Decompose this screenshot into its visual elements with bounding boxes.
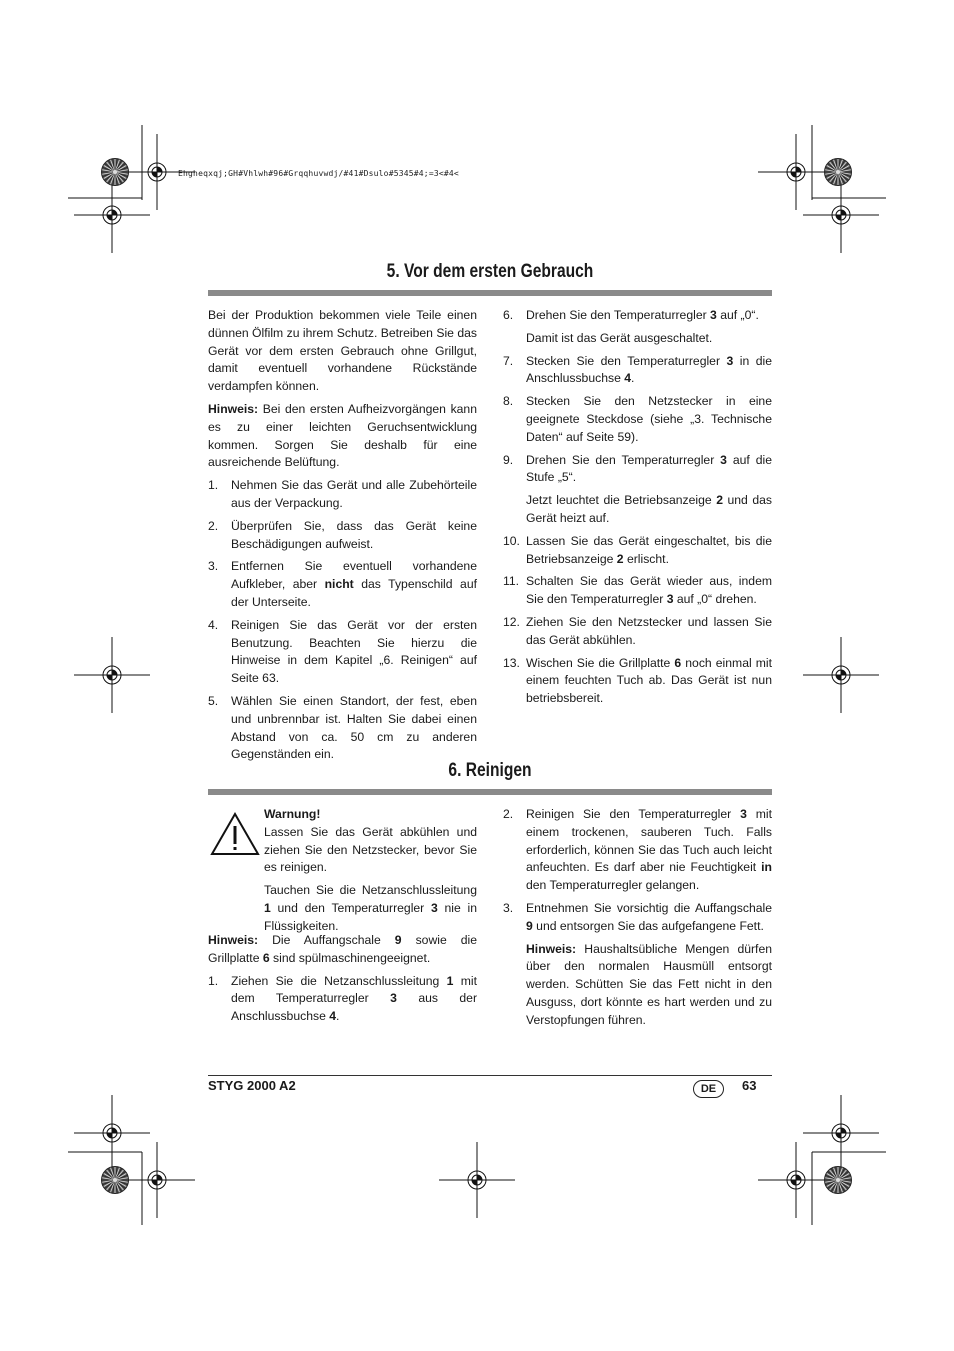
- item-number: 7.: [503, 353, 514, 368]
- item-text-bold: 3: [710, 308, 717, 322]
- text-part: Tauchen Sie die Netzanschlussleitung: [264, 883, 477, 898]
- text-part: und den Temperaturregler: [270, 900, 431, 915]
- item-text-part: erlischt.: [623, 551, 669, 566]
- item-number: 13.: [503, 655, 520, 670]
- hint-text: Bei den ersten Aufheizvorgängen kann es zu einer leichten Geruchsentwicklung kommen. Sorgen Sie deshalb für eine ausreichende Belüftung.: [208, 401, 477, 470]
- section-6-right-column: [503, 806, 772, 1035]
- text-bold: 6: [262, 950, 270, 965]
- registration-mark-icon: [74, 637, 150, 713]
- text-bold: 1: [446, 973, 454, 988]
- item-number: 6.: [503, 308, 514, 322]
- text-part: Ziehen Sie die Netzanschlussleitung: [231, 973, 447, 988]
- item-text: [231, 973, 477, 1026]
- print-slug: Ehgheqxqj;GH#Vhlwh#96#Grqqhuvwdj/#41#Dsulo#5345#4;=3<#4<: [178, 169, 459, 178]
- intro-paragraph: Bei der Produktion bekommen viele Teile einen dünnen Ölfilm zu ihrem Schutz. Betreiben Sie das Gerät vor dem ersten Gebrauch ohne Grillgut, damit eventuell vorhandene Rückstände verdampfen können.: [208, 308, 477, 394]
- text-part: mit dem Temperaturregler: [231, 973, 477, 1006]
- list-item: [208, 558, 477, 611]
- section-6-rule: [208, 789, 772, 795]
- registration-mark-icon: [439, 1142, 515, 1218]
- section-5-rule: [208, 290, 772, 296]
- item-text-part: in die Anschlussbuchse: [526, 353, 772, 386]
- item-text: [231, 558, 477, 611]
- item-text: [526, 900, 772, 936]
- item-number: 10.: [503, 533, 520, 548]
- item-text: [526, 307, 772, 325]
- item-text-part: Schalten Sie das Gerät wieder aus, indem Sie den Temperaturregler: [526, 574, 772, 607]
- text-part: aus der Anschlussbuchse: [231, 991, 477, 1024]
- item-text: [526, 452, 772, 488]
- text-part: mit einem trockenen, sauberen Tuch. Falls erforderlich, können Sie das Tuch auch leicht anfeuchten. Es darf aber nie Feuchtigkeit: [526, 807, 772, 875]
- registration-mark-icon: [101, 1166, 129, 1194]
- warning-box: [264, 806, 477, 941]
- item-text-part: Lassen Sie das Gerät eingeschaltet, bis die Betriebsanzeige: [526, 533, 772, 566]
- text-bold: 3: [430, 900, 438, 915]
- item-text-part: Entfernen Sie eventuell vorhandene Aufkleber, aber: [231, 559, 477, 592]
- item-text: Reinigen Sie das Gerät vor der ersten Benutzung. Beachten Sie hierzu die Hinweise in dem Kapitel „6. Reinigen“ auf Seite 63.: [231, 617, 477, 686]
- item-text-bold: 4: [624, 371, 632, 386]
- registration-mark-icon: [74, 177, 150, 253]
- item-text: Überprüfen Sie, dass das Gerät keine Beschädigungen aufweist.: [231, 518, 477, 551]
- item-text-bold: 2: [616, 551, 624, 566]
- list-item: [208, 693, 477, 764]
- item-number: 2.: [208, 518, 219, 533]
- item-number: 1.: [208, 478, 219, 493]
- list-item: [503, 533, 772, 569]
- item-continuation: Damit ist das Gerät ausgeschaltet.: [526, 330, 713, 345]
- item-text: [526, 806, 772, 895]
- warning-text: Lassen Sie das Gerät abkühlen und ziehen Sie den Netzstecker, bevor Sie es reinigen.: [264, 824, 477, 875]
- item-text-part: Wischen Sie die Grillplatte: [526, 655, 675, 670]
- item-text-part: Drehen Sie den Temperaturregler: [526, 308, 711, 322]
- item-text-bold: 2: [716, 493, 723, 508]
- text-bold: 3: [740, 807, 747, 821]
- item-text-part: .: [631, 371, 635, 386]
- list-item: [503, 452, 772, 488]
- item-number: 5.: [208, 693, 219, 708]
- language-badge: DE: [693, 1080, 724, 1098]
- text-part: Haushaltsübliche Mengen dürfen über den normalen Hausmüll entsorgt werden. Schütten Sie das Fett nicht in den Ausguss, dort könnte es hart werden und zu Verstopfungen führen.: [526, 941, 772, 1027]
- hint-label: Hinweis:: [208, 401, 259, 416]
- list-item: [503, 806, 772, 895]
- list-item: [503, 393, 772, 446]
- text-part: Die Auffangschale: [258, 933, 395, 947]
- item-text: [526, 655, 772, 708]
- registration-mark-icon: [824, 158, 852, 186]
- text-part: nie in Flüssigkeiten.: [264, 900, 477, 933]
- item-number: 2.: [503, 807, 514, 821]
- list-item: [503, 353, 772, 389]
- item-text-part: das Typenschild auf der Unterseite.: [231, 577, 477, 609]
- item-text: [526, 573, 772, 609]
- hint-label: Hinweis:: [208, 933, 259, 947]
- item-text: Ziehen Sie den Netzstecker und lassen Sie das Gerät abkühlen.: [526, 614, 772, 647]
- item-text: [526, 353, 772, 389]
- text-part: Reinigen Sie den Temperaturregler: [526, 807, 741, 821]
- item-number: 3.: [503, 900, 514, 915]
- hint-paragraph: [208, 401, 477, 472]
- registration-mark-icon: [803, 177, 879, 253]
- item-text-part: auf „0“.: [716, 308, 759, 322]
- item-number: 1.: [208, 973, 219, 988]
- warning-label: Warnung!: [264, 807, 321, 821]
- text-bold: 9: [394, 933, 402, 947]
- registration-mark-icon: [74, 1095, 150, 1171]
- text-part: und entsorgen Sie das aufgefangene Fett.: [532, 918, 764, 933]
- hint-paragraph: [208, 932, 477, 968]
- text-part: den Temperaturregler gelangen.: [526, 878, 700, 893]
- list-item: [208, 518, 477, 554]
- section-5-title: 5. Vor dem ersten Gebrauch: [386, 261, 594, 282]
- item-text-bold: nicht: [324, 577, 354, 592]
- warning-triangle-icon: [210, 812, 260, 856]
- text-bold: 1: [264, 900, 271, 915]
- list-item: [208, 477, 477, 513]
- item-text-bold: 3: [666, 592, 674, 607]
- footer-rule: [208, 1075, 772, 1076]
- text-bold: 3: [390, 991, 397, 1006]
- item-text: [526, 533, 772, 569]
- registration-mark-icon: [803, 637, 879, 713]
- hint-label: Hinweis:: [526, 941, 577, 956]
- warning-text-2: [264, 882, 477, 935]
- item-number: 12.: [503, 614, 520, 629]
- section-6-left-column: [208, 932, 477, 1031]
- text-bold: 4: [329, 1009, 337, 1024]
- list-item: [208, 617, 477, 688]
- item-text-bold: 3: [720, 452, 727, 467]
- item-text-part: noch einmal mit einem feuchten Tuch ab. Das Gerät ist nun betriebsbereit.: [526, 655, 772, 706]
- text-bold: 9: [526, 918, 533, 933]
- item-number: 4.: [208, 617, 219, 632]
- list-item: [503, 655, 772, 708]
- item-text-bold: 6: [674, 655, 682, 670]
- item-text-part: Drehen Sie den Temperaturregler: [526, 452, 721, 467]
- list-item: [208, 973, 477, 1026]
- item-number: 9.: [503, 452, 514, 467]
- item-text-part: Jetzt leuchtet die Betriebsanzeige: [526, 493, 717, 508]
- registration-mark-icon: [824, 1166, 852, 1194]
- text-part: .: [336, 1009, 340, 1024]
- section-5-left-column: [208, 307, 477, 769]
- text-part: Entnehmen Sie vorsichtig die Auffangschale: [526, 900, 772, 915]
- item-text: Stecken Sie den Netzstecker in eine geeignete Steckdose (siehe „3. Technische Daten“ auf Seite 59).: [526, 394, 772, 444]
- item-text-bold: 3: [726, 353, 734, 368]
- list-item: [503, 900, 772, 936]
- item-text-part: Stecken Sie den Temperaturregler: [526, 353, 727, 368]
- list-item: [503, 307, 772, 325]
- item-number: 3.: [208, 559, 219, 574]
- item-text: Wählen Sie einen Standort, der fest, eben und unbrennbar ist. Halten Sie dabei einen Abstand von ca. 50 cm zu anderen Gegenständen ein.: [231, 693, 477, 762]
- text-bold: in: [761, 860, 772, 875]
- item-continuation: [526, 941, 772, 1030]
- item-number: 8.: [503, 394, 514, 409]
- item-text-part: auf die Stufe „5“.: [526, 452, 772, 485]
- footer-model: STYG 2000 A2: [208, 1078, 296, 1093]
- warning-label-line: [264, 806, 477, 824]
- section-5-right-column: [503, 307, 772, 713]
- list-item: [503, 614, 772, 650]
- item-continuation: [526, 492, 772, 528]
- page-number: 63: [742, 1078, 757, 1093]
- item-number: 11.: [503, 574, 520, 589]
- item-text: Nehmen Sie das Gerät und alle Zubehörteile aus der Verpackung.: [231, 478, 477, 510]
- item-text-part: auf „0“ drehen.: [673, 592, 757, 607]
- registration-mark-icon: [803, 1095, 879, 1171]
- section-6-title: 6. Reinigen: [448, 760, 532, 781]
- list-item: [503, 573, 772, 609]
- text-part: sind spülmaschinengeeignet.: [269, 950, 431, 965]
- registration-mark-icon: [101, 158, 129, 186]
- item-text-part: und das Gerät heizt auf.: [526, 493, 772, 525]
- text-part: sowie die Grillplatte: [208, 933, 477, 965]
